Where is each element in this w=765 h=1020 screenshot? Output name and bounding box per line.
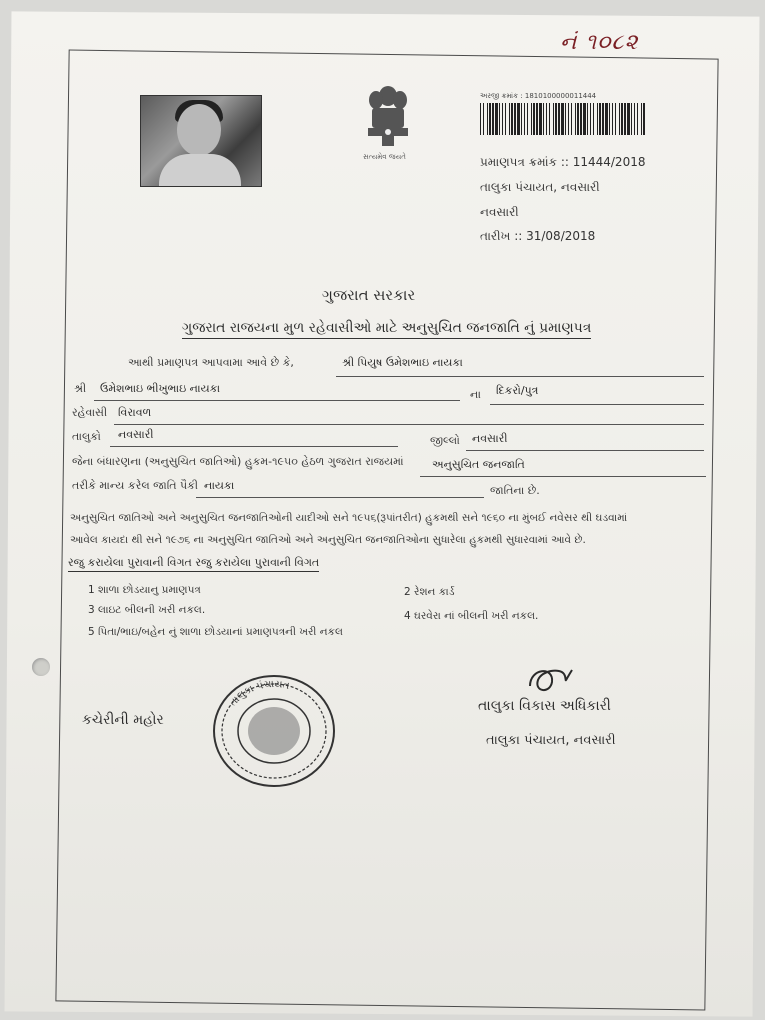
barcode-bar: [527, 103, 528, 135]
barcode-bar: [546, 103, 547, 135]
svg-text:તાલુકા પંચાયત: [228, 679, 291, 709]
field-line: [114, 424, 704, 425]
recognized-label: તરીકે માન્ય કરેલ જાતિ પૈકી: [72, 479, 199, 492]
handwritten-number: નં ૧૦૮૨: [560, 30, 639, 55]
district-label: જીલ્લો: [430, 434, 460, 447]
barcode-bar: [583, 103, 586, 135]
barcode-bar: [587, 103, 588, 135]
barcode-bar: [514, 103, 516, 135]
seal-text: તાલુકા પંચાયત: [227, 678, 291, 709]
office-stamp-label: કચેરીની મહોર: [82, 712, 164, 728]
field-line: [466, 450, 704, 451]
barcode-bar: [533, 103, 535, 135]
barcode-bar: [505, 103, 506, 135]
barcode-bar: [561, 103, 564, 135]
barcode-bar: [577, 103, 579, 135]
barcode-bar: [621, 103, 623, 135]
barcode-bar: [590, 103, 591, 135]
barcode-bar: [609, 103, 610, 135]
barcode-bar: [517, 103, 520, 135]
relation-value: દિકરો/પુત્ર: [496, 384, 539, 397]
barcode-bar: [502, 103, 503, 135]
caste-value: નાયકા: [204, 479, 235, 492]
barcode-bar: [480, 103, 481, 135]
barcode-bar: [602, 103, 604, 135]
of-label: ના: [470, 388, 481, 401]
barcode-bar: [605, 103, 608, 135]
field-line: [110, 446, 398, 447]
barcode-bar: [524, 103, 525, 135]
document-item: 3 લાઇટ બીલની ખરી નકલ.: [88, 604, 206, 616]
barcode-bar: [624, 103, 626, 135]
tribe-category: અનુસુચિત જનજાતિ: [432, 458, 525, 471]
district-value: નવસારી: [472, 432, 508, 445]
barcode-bar: [643, 103, 645, 135]
intro-label: આથી પ્રમાણપત્ર આપવામા આવે છે કે,: [128, 356, 294, 369]
barcode-bar: [521, 103, 522, 135]
barcode-bar: [495, 103, 498, 135]
barcode-bar: [555, 103, 557, 135]
order-label: જેના બંધારણના (અનુસુચિત જાતિઓ) હુકમ-૧૯૫૦ હેઠળ ગુજરાત રાજયમાં: [72, 455, 404, 468]
punch-hole: [32, 658, 50, 676]
field-line: [196, 497, 484, 498]
documents-heading: રજુ કરાયેલા પુરાવાની વિગત રજુ કરાયેલા પુરાવાની વિગત: [68, 556, 319, 572]
document-item: 2 રેશન કાર્ડ: [404, 586, 455, 598]
father-prefix: શ્રી: [74, 382, 87, 395]
application-number: અરજી ક્રમાંક : 1810100000011444: [480, 92, 597, 100]
officer-title: તાલુકા વિકાસ અધિકારી: [478, 698, 611, 714]
field-line: [420, 476, 706, 477]
taluka-value: નવસારી: [118, 428, 154, 441]
certificate-number: પ્રમાણપત્ર ક્રમાંક :: 11444/2018: [480, 155, 646, 169]
document-item: 5 પિતા/ભાઇ/બહેન નું શાળા છોડયાનાં પ્રમાણપત્રની ખરી નકલ: [88, 626, 343, 638]
barcode-bar: [558, 103, 560, 135]
caste-suffix: જાતિના છે.: [490, 484, 540, 497]
barcode-bar: [549, 103, 550, 135]
barcode-bar: [612, 103, 613, 135]
barcode-bar: [568, 103, 569, 135]
barcode-bar: [619, 103, 620, 135]
barcode-bar: [597, 103, 598, 135]
barcode-bar: [499, 103, 500, 135]
father-name: ઉમેશભાઇ ભીખુભાઇ નાયકા: [100, 382, 221, 395]
taluka-label: તાલુકો: [72, 430, 101, 443]
barcode-bar: [615, 103, 616, 135]
legal-paragraph-line1: અનુસુચિત જાતિઓ અને અનુસુચિત જનજાતિઓની યાદીઓ સને ૧૯૫૬(રૂપાંતરીત) હુકમથી સને ૧૯૬૦ ના મુંબઈ નવેસર થી ઘડવામાં: [70, 512, 628, 524]
applicant-photo: [140, 95, 262, 187]
barcode-bar: [543, 103, 544, 135]
barcode-bar: [580, 103, 582, 135]
barcode-bar: [631, 103, 632, 135]
barcode-bar: [509, 103, 510, 135]
issuing-district: નવસારી: [480, 205, 519, 219]
issuing-office: તાલુકા પંચાયત, નવસારી: [480, 180, 600, 194]
barcode-bar: [531, 103, 532, 135]
document-item: 1 શાળા છોડયાનુ પ્રમાણપત્ર: [88, 584, 201, 596]
barcode-bar: [483, 103, 484, 135]
barcode-bar: [571, 103, 572, 135]
resident-value: વિરાવળ: [118, 406, 152, 419]
barcode-bar: [536, 103, 538, 135]
barcode-bar: [565, 103, 566, 135]
field-line: [336, 376, 704, 377]
barcode-bar: [641, 103, 642, 135]
government-title: ગુજરાત સરકાર: [322, 286, 416, 304]
barcode-bar: [553, 103, 554, 135]
field-line: [490, 404, 704, 405]
barcode-bar: [599, 103, 601, 135]
barcode-bar: [634, 103, 635, 135]
officer-signature: [520, 660, 580, 700]
barcode-bar: [575, 103, 576, 135]
national-emblem-icon: [360, 82, 416, 152]
officer-office: તાલુકા પંચાયત, નવસારી: [486, 733, 616, 748]
legal-paragraph-line2: આવેલ કાયદા થી સને ૧૯૭૬ ના અનુસુચિત જાતિઓ અને અનુસુચિત જનજાતિઓના સુધારેલા હુકમથી સુધારવામાં આવે છે.: [70, 534, 586, 546]
emblem-caption: સત્યમેવ જયતે: [363, 153, 406, 161]
barcode-bar: [487, 103, 488, 135]
barcode-bar: [539, 103, 542, 135]
barcode-bar: [637, 103, 638, 135]
barcode-bar: [492, 103, 494, 135]
barcode-bar: [627, 103, 630, 135]
barcode-bar: [489, 103, 491, 135]
issue-date: તારીખ :: 31/08/2018: [480, 229, 596, 243]
barcode-icon: [478, 103, 648, 135]
document-item: 4 ઘરવેરા નાં બીલની ખરી નકલ.: [404, 610, 539, 622]
applicant-name: શ્રી પિયુષ ઉમેશભાઇ નાયકા: [342, 356, 463, 369]
certificate-title: ગુજરાત રાજયના મુળ રહેવાસીઓ માટે અનુસુચિત જનજાતિ નું પ્રમાણપત્ર: [182, 320, 591, 339]
resident-label: રહેવાસી: [72, 406, 108, 419]
barcode-bar: [511, 103, 513, 135]
field-line: [94, 400, 460, 401]
office-seal-icon: [210, 672, 338, 790]
barcode-bar: [593, 103, 594, 135]
